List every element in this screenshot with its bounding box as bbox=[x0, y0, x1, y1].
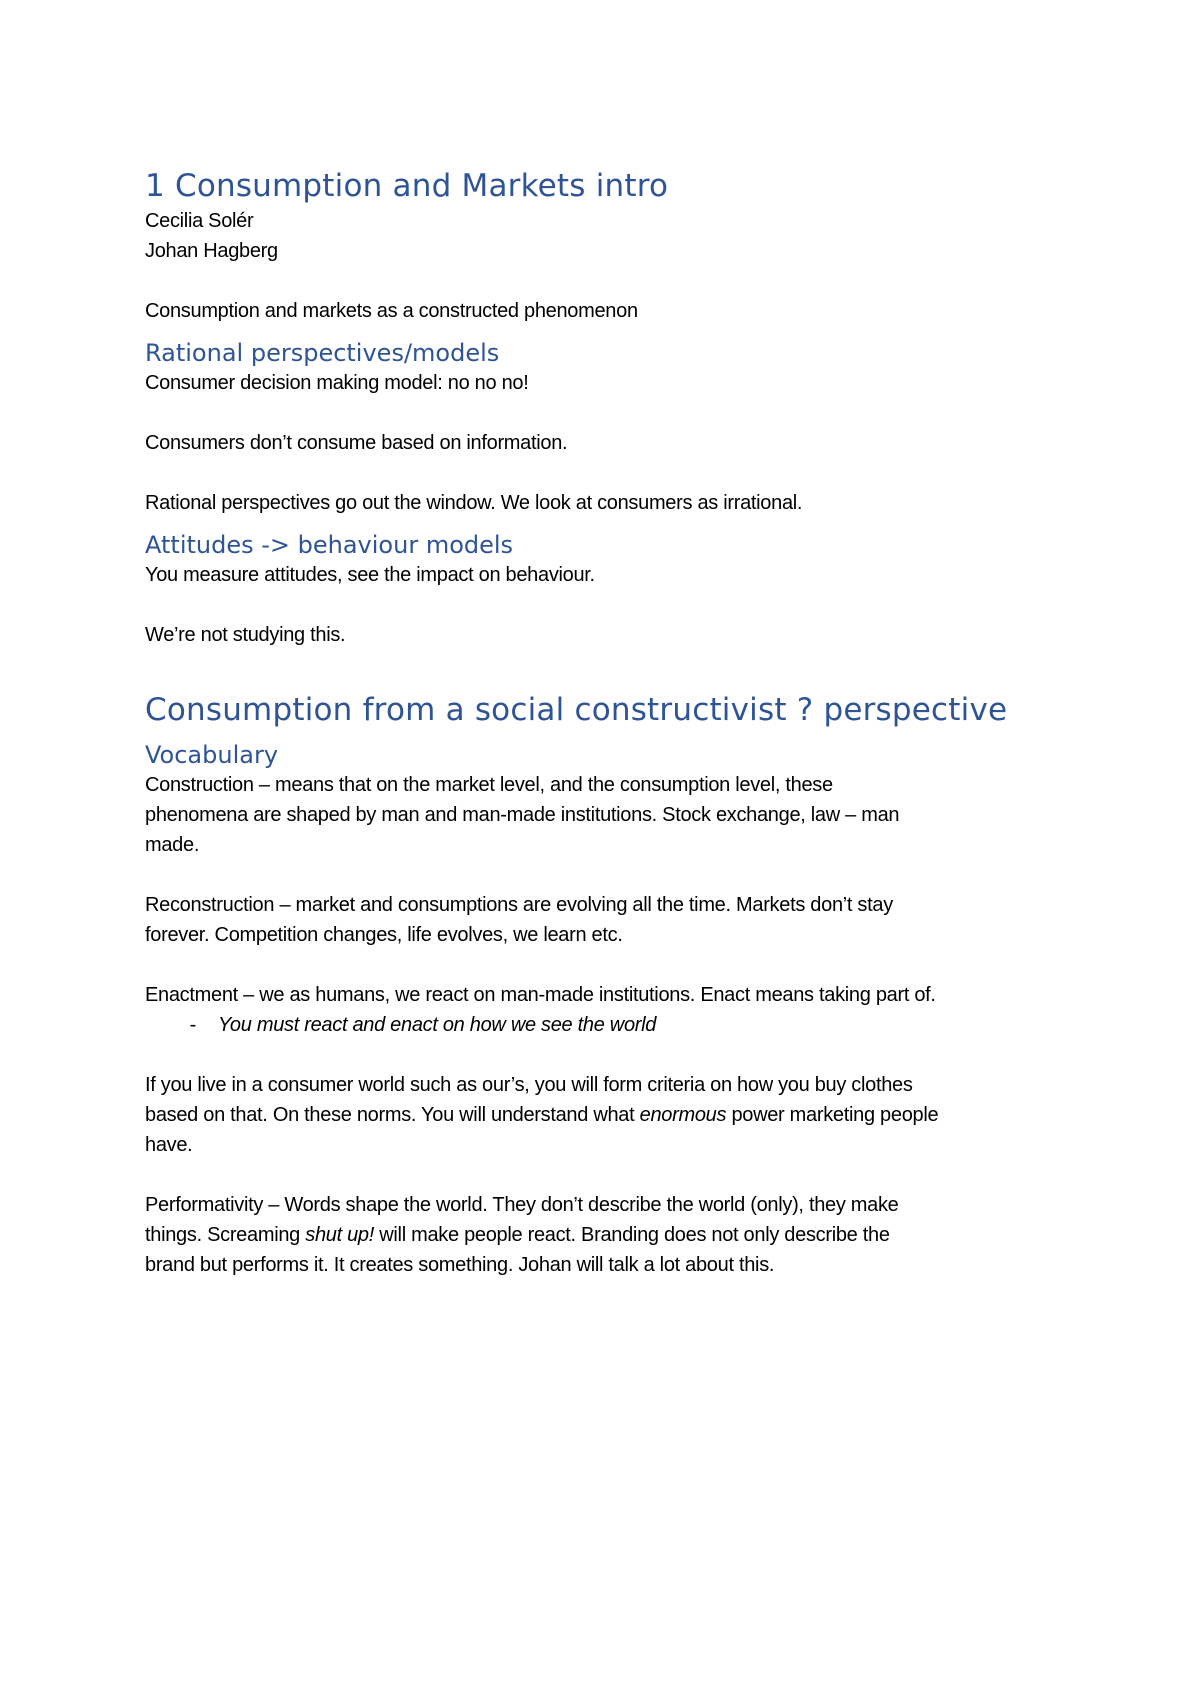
author-name: Cecilia Solér bbox=[145, 210, 254, 232]
vocab-reconstruction-line: Reconstruction – market and consumptions are evolving all the time. Markets don’t stay bbox=[145, 894, 893, 916]
consumer-world-line: have. bbox=[145, 1134, 193, 1156]
paragraph: Consumer decision making model: no no no! bbox=[145, 372, 529, 394]
emphasis-text: shut up! bbox=[305, 1224, 375, 1246]
vocab-construction-line: Construction – means that on the market level, and the consumption level, these bbox=[145, 774, 833, 796]
vocab-construction-line: made. bbox=[145, 834, 200, 856]
performativity-line: brand but performs it. It creates something. Johan will talk a lot about this. bbox=[145, 1254, 775, 1276]
vocab-construction-line: phenomena are shaped by man and man-made institutions. Stock exchange, law – man bbox=[145, 804, 900, 826]
section-heading-social-constructivist: Consumption from a social constructivist ? perspective bbox=[145, 692, 1008, 728]
intro-line: Consumption and markets as a constructed phenomenon bbox=[145, 300, 638, 322]
section-heading-attitudes: Attitudes -> behaviour models bbox=[145, 531, 514, 559]
emphasis-text: enormous bbox=[639, 1104, 727, 1126]
paragraph: You measure attitudes, see the impact on behaviour. bbox=[145, 564, 595, 586]
vocab-reconstruction-line: forever. Competition changes, life evolves, we learn etc. bbox=[145, 924, 623, 946]
paragraph: We’re not studying this. bbox=[145, 624, 346, 646]
performativity-line: Performativity – Words shape the world. They don’t describe the world (only), they make bbox=[145, 1194, 899, 1216]
consumer-world-line: based on that. On these norms. You will understand what enormous power marketing people bbox=[145, 1104, 939, 1126]
vocab-enactment-line: Enactment – we as humans, we react on man-made institutions. Enact means taking part of. bbox=[145, 984, 936, 1006]
author-name: Johan Hagberg bbox=[145, 240, 278, 262]
bullet-text: You must react and enact on how we see the world bbox=[218, 1014, 657, 1036]
performativity-line: things. Screaming shut up! will make people react. Branding does not only describe the bbox=[145, 1224, 890, 1246]
bullet-list-item bbox=[145, 1010, 1065, 1040]
consumer-world-line: If you live in a consumer world such as our’s, you will form criteria on how you buy clothes bbox=[145, 1074, 913, 1096]
document-title: 1 Consumption and Markets intro bbox=[145, 168, 669, 204]
paragraph: Rational perspectives go out the window. We look at consumers as irrational. bbox=[145, 492, 803, 514]
document-body bbox=[145, 166, 1065, 1280]
bullet-dash-icon: - bbox=[189, 1014, 196, 1036]
section-heading-rational: Rational perspectives/models bbox=[145, 339, 500, 367]
paragraph: Consumers don’t consume based on information. bbox=[145, 432, 568, 454]
section-heading-vocabulary: Vocabulary bbox=[145, 741, 279, 769]
